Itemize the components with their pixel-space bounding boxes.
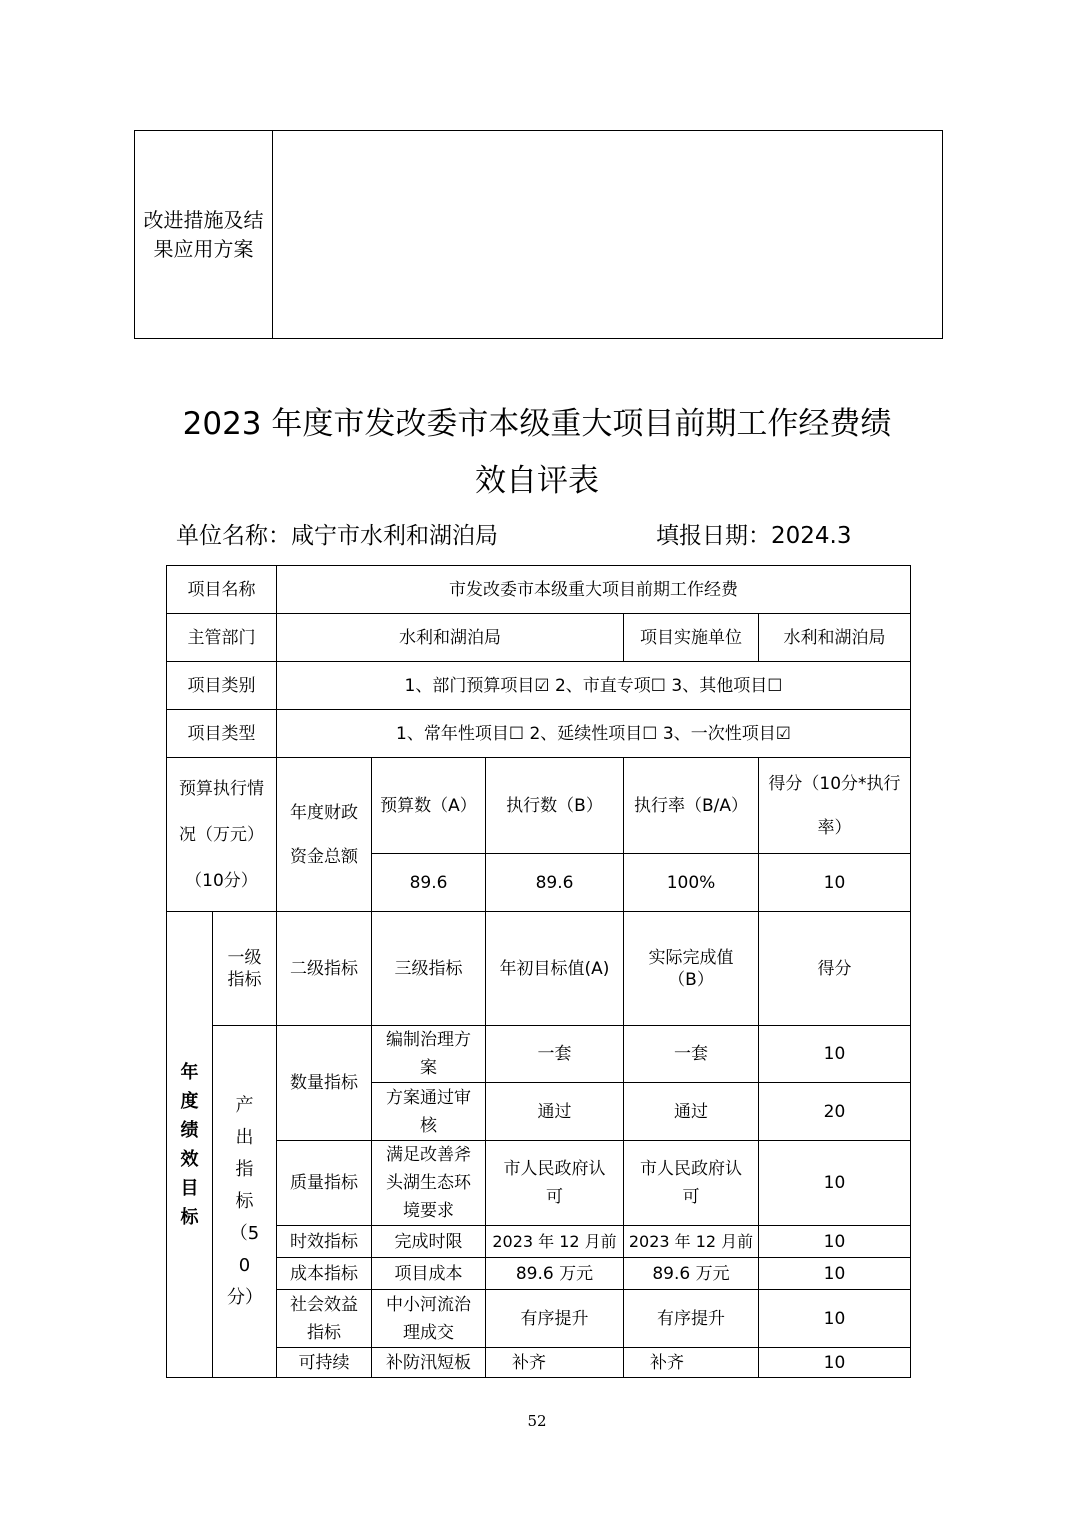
score-cell: 10 (759, 1141, 911, 1226)
table-row (167, 1258, 911, 1290)
level3-cell: 项目成本 (372, 1258, 486, 1290)
level3-cell: 完成时限 (372, 1226, 486, 1258)
target-cell: 补齐 (486, 1348, 624, 1378)
actual-cell: 89.6 万元 (624, 1258, 759, 1290)
unit-label: 单位名称： (176, 523, 291, 549)
page-number: 52 (527, 1412, 547, 1430)
table-row (167, 1290, 911, 1348)
type-label: 项目类型 (167, 710, 277, 758)
performance-section-label: 年度绩效目标 (167, 912, 213, 1378)
page-title-line1: 2023 年度市发改委市本级重大项目前期工作经费绩 (182, 406, 892, 442)
level3-header: 三级指标 (372, 912, 486, 1026)
project-name-value: 市发改委市本级重大项目前期工作经费 (277, 566, 911, 614)
performance-header-row (167, 912, 911, 1026)
project-name-row (167, 566, 911, 614)
page-title (0, 396, 1074, 452)
table-row (167, 1026, 911, 1083)
type-value: 1、常年性项目☐ 2、延续性项目☐ 3、一次性项目☑ (277, 710, 911, 758)
evaluation-table (166, 565, 911, 1378)
level2-header: 二级指标 (277, 912, 372, 1026)
page-title-line2: 效自评表 (475, 463, 599, 499)
budget-val-rate: 100% (624, 854, 759, 912)
table-row (167, 1226, 911, 1258)
level2-cell: 社会效益指标 (277, 1290, 372, 1348)
table-row (167, 1141, 911, 1226)
level3-cell: 补防汛短板 (372, 1348, 486, 1378)
score-cell: 20 (759, 1083, 911, 1141)
budget-col-score: 得分（10分*执行率） (759, 758, 911, 854)
department-row (167, 614, 911, 662)
department-label: 主管部门 (167, 614, 277, 662)
table-row (167, 1348, 911, 1378)
improvement-content (273, 131, 943, 339)
budget-header-row (167, 758, 911, 854)
score-cell: 10 (759, 1258, 911, 1290)
score-cell: 10 (759, 1290, 911, 1348)
score-cell: 10 (759, 1348, 911, 1378)
budget-val-a: 89.6 (372, 854, 486, 912)
score-header: 得分 (759, 912, 911, 1026)
department-value: 水利和湖泊局 (277, 614, 624, 662)
level3-cell: 中小河流治理成交 (372, 1290, 486, 1348)
date-value: 2024.3 (771, 523, 852, 549)
page-title-2 (0, 453, 1074, 509)
score-cell: 10 (759, 1026, 911, 1083)
budget-col-b: 执行数（B） (486, 758, 624, 854)
level2-cell: 时效指标 (277, 1226, 372, 1258)
budget-val-b: 89.6 (486, 854, 624, 912)
project-name-label: 项目名称 (167, 566, 277, 614)
implementing-unit-value: 水利和湖泊局 (759, 614, 911, 662)
level1-header: 一级指标 (213, 912, 277, 1026)
level2-cell: 质量指标 (277, 1141, 372, 1226)
budget-col-a: 预算数（A） (372, 758, 486, 854)
actual-cell: 2023 年 12 月前 (624, 1226, 759, 1258)
actual-cell: 市人民政府认可 (624, 1141, 759, 1226)
level3-cell: 满足改善斧头湖生态环境要求 (372, 1141, 486, 1226)
implementing-unit-label: 项目实施单位 (624, 614, 759, 662)
target-header: 年初目标值(A) (486, 912, 624, 1026)
budget-val-score: 10 (759, 854, 911, 912)
actual-cell: 一套 (624, 1026, 759, 1083)
level2-cell: 数量指标 (277, 1026, 372, 1141)
level2-cell: 可持续 (277, 1348, 372, 1378)
category-row (167, 662, 911, 710)
actual-cell: 通过 (624, 1083, 759, 1141)
improvement-label: 改进措施及结果应用方案 (135, 131, 273, 339)
level3-cell: 方案通过审核 (372, 1083, 486, 1141)
actual-cell: 补齐 (624, 1348, 759, 1378)
target-cell: 一套 (486, 1026, 624, 1083)
target-cell: 有序提升 (486, 1290, 624, 1348)
improvement-table (134, 130, 943, 339)
target-cell: 通过 (486, 1083, 624, 1141)
type-row (167, 710, 911, 758)
category-value: 1、部门预算项目☑ 2、市直专项☐ 3、其他项目☐ (277, 662, 911, 710)
level2-cell: 成本指标 (277, 1258, 372, 1290)
budget-col-rate: 执行率（B/A） (624, 758, 759, 854)
budget-label: 预算执行情况（万元）（10分） (167, 758, 277, 912)
score-cell: 10 (759, 1226, 911, 1258)
unit-value: 咸宁市水利和湖泊局 (291, 523, 498, 549)
level3-cell: 编制治理方案 (372, 1026, 486, 1083)
actual-cell: 有序提升 (624, 1290, 759, 1348)
unit-info (176, 519, 498, 553)
output-indicator-label: 产出指标（50分） (213, 1026, 277, 1378)
target-cell: 89.6 万元 (486, 1258, 624, 1290)
category-label: 项目类别 (167, 662, 277, 710)
date-label: 填报日期： (656, 523, 771, 549)
target-cell: 市人民政府认可 (486, 1141, 624, 1226)
fund-total-label: 年度财政资金总额 (277, 758, 372, 912)
actual-header: 实际完成值（B） (624, 912, 759, 1026)
target-cell: 2023 年 12 月前 (486, 1226, 624, 1258)
date-info (656, 519, 851, 553)
